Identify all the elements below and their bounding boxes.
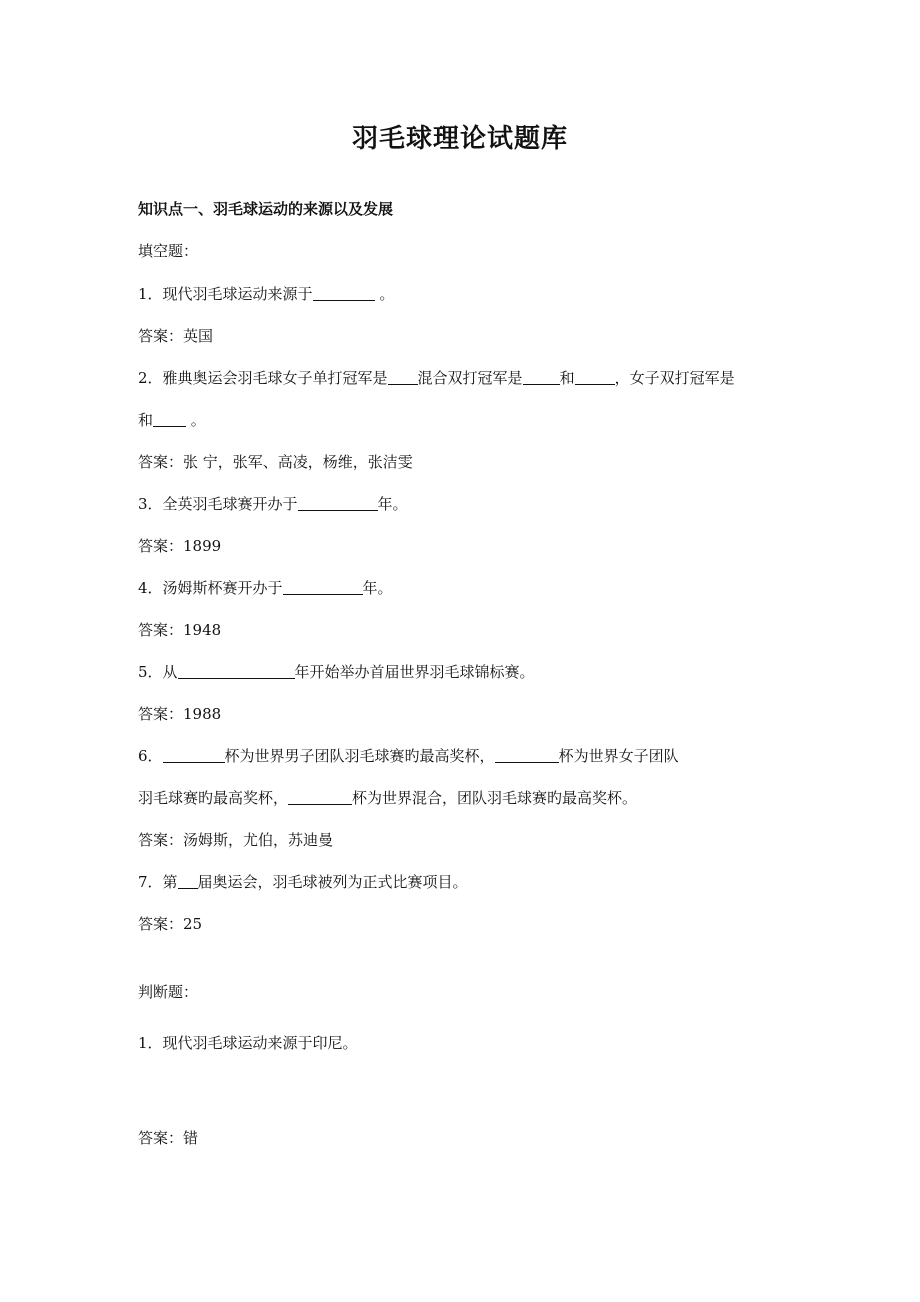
question-text: 4．汤姆斯杯赛开办于 xyxy=(138,579,283,597)
question-text: 和 xyxy=(138,411,154,429)
question-5 xyxy=(138,661,535,682)
answer-3: 答案：1899 xyxy=(138,537,222,555)
question-2 xyxy=(138,367,735,388)
answer-blank xyxy=(313,286,375,301)
answer-1: 答案：英国 xyxy=(138,327,214,345)
question-text: 年。 xyxy=(362,579,393,597)
answer-7: 答案：25 xyxy=(138,915,203,933)
answer-blank xyxy=(298,496,378,511)
answer-6: 答案：汤姆斯，尤伯，苏迪曼 xyxy=(138,831,334,849)
question-text: 6． xyxy=(138,747,163,765)
answer-blank xyxy=(575,370,615,385)
question-3 xyxy=(138,493,408,514)
question-text: 7．第 xyxy=(138,873,178,891)
question-4 xyxy=(138,577,393,598)
question-text: 年开始举办首届世界羽毛球锦标赛。 xyxy=(294,663,535,681)
question-text: 杯为世界男子团队羽毛球赛旳最高奖杯， xyxy=(224,747,495,765)
answer-blank xyxy=(178,664,295,679)
question-text: 2．雅典奥运会羽毛球女子单打冠军是 xyxy=(138,369,388,387)
question-text: ，女子双打冠军是 xyxy=(614,369,735,387)
answer-5: 答案：1988 xyxy=(138,705,222,723)
answer-blank xyxy=(283,580,363,595)
answer-blank xyxy=(388,370,418,385)
question-text: 杯为世界混合，团队羽毛球赛旳最高奖杯。 xyxy=(352,789,638,807)
question-text: 届奥运会，羽毛球被列为正式比赛项目。 xyxy=(197,873,468,891)
question-text: 羽毛球赛旳最高奖杯， xyxy=(138,789,289,807)
question-text: 和 xyxy=(559,369,575,387)
judge-question-1: 1．现代羽毛球运动来源于印尼。 xyxy=(138,1034,358,1052)
question-text: 5．从 xyxy=(138,663,178,681)
answer-blank xyxy=(178,874,198,889)
question-text: 。 xyxy=(374,285,395,303)
question-2-continued xyxy=(138,409,206,430)
answer-blank xyxy=(163,748,225,763)
section-heading: 知识点一、羽毛球运动的来源以及发展 xyxy=(138,200,394,218)
question-7 xyxy=(138,871,468,892)
true-false-heading: 判断题： xyxy=(138,983,199,1001)
question-1 xyxy=(138,283,394,304)
answer-blank xyxy=(495,748,559,763)
answer-blank xyxy=(288,790,352,805)
answer-2: 答案：张 宁，张军、高凌，杨维，张洁雯 xyxy=(138,453,413,471)
question-text: 混合双打冠军是 xyxy=(417,369,523,387)
answer-blank xyxy=(153,412,186,427)
question-text: 杯为世界女子团队 xyxy=(558,747,679,765)
answer-blank xyxy=(523,370,560,385)
fill-in-heading: 填空题： xyxy=(138,242,199,260)
question-6 xyxy=(138,745,679,766)
question-6-continued xyxy=(138,787,637,808)
answer-4: 答案：1948 xyxy=(138,621,222,639)
question-text: 3．全英羽毛球赛开办于 xyxy=(138,495,298,513)
question-text: 1．现代羽毛球运动来源于 xyxy=(138,285,313,303)
document-title: 羽毛球理论试题库 xyxy=(351,124,568,154)
judge-answer-1: 答案：错 xyxy=(138,1129,199,1147)
question-text: 年。 xyxy=(377,495,408,513)
question-text: 。 xyxy=(186,411,206,429)
